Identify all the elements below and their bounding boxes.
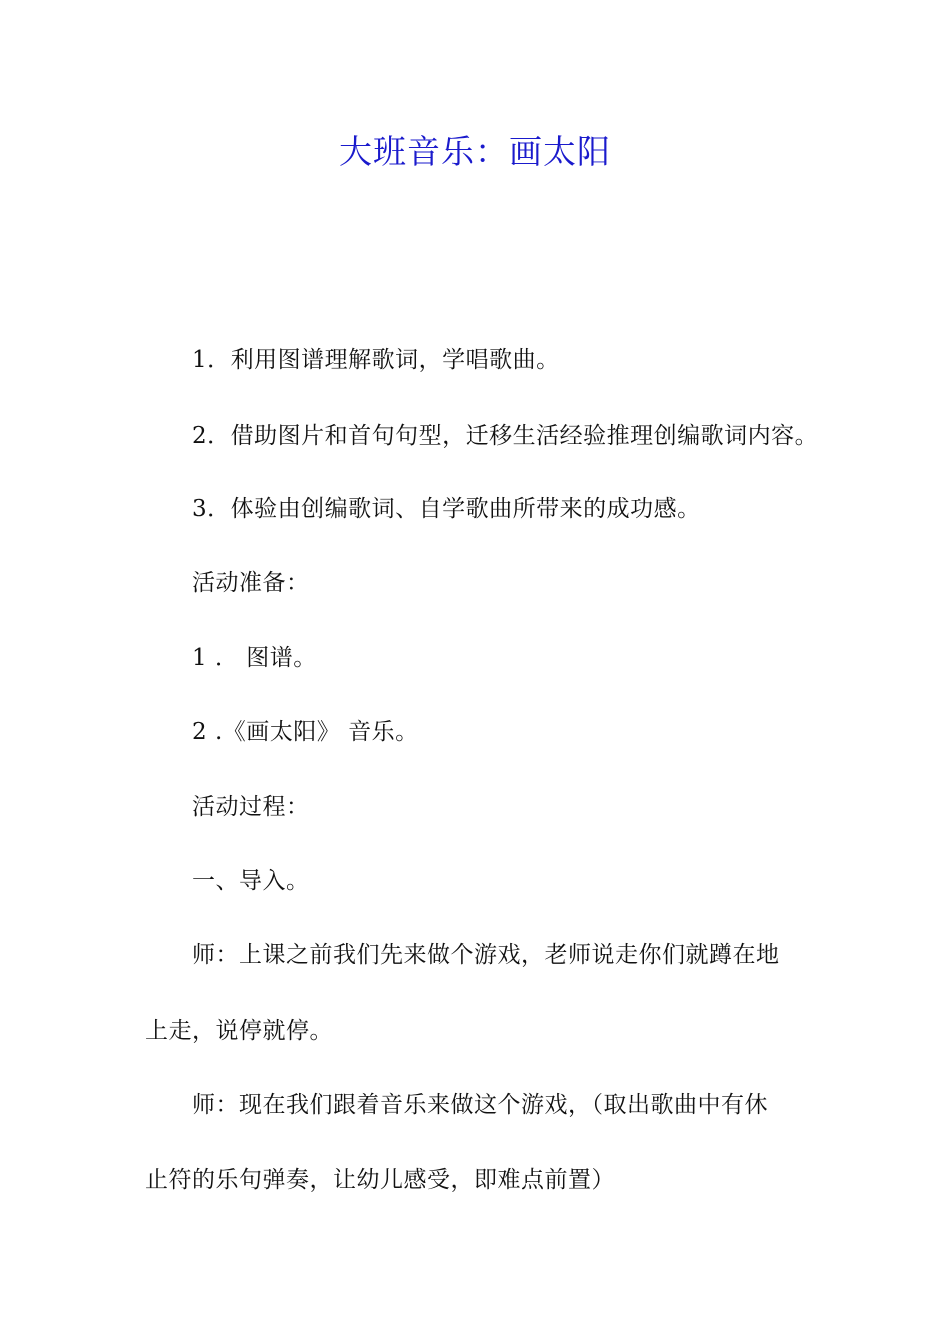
paragraph-line: 止符的乐句弹奏，让幼儿感受，即难点前置） [145,1167,615,1193]
process-step-heading: 一、导入。 [192,868,310,894]
section-heading-process: 活动过程： [192,794,310,820]
paragraph-line: 师：现在我们跟着音乐来做这个游戏，（取出歌曲中有休 [192,1092,768,1118]
preparation-line-1: 1 ． 图谱。 [192,645,317,671]
section-heading-preparation: 活动准备： [192,570,310,596]
objective-line-3: 3．体验由创编歌词、自学歌曲所带来的成功感。 [192,496,701,522]
paragraph-line: 上走，说停就停。 [145,1018,333,1044]
objective-line-1: 1．利用图谱理解歌词，学唱歌曲。 [192,347,560,373]
paragraph-line: 师：上课之前我们先来做个游戏，老师说走你们就蹲在地 [192,942,780,968]
document-title: 大班音乐：画太阳 [339,132,611,171]
preparation-line-2: 2 .《画太阳》 音乐。 [192,719,419,745]
objective-line-2: 2．借助图片和首句句型，迁移生活经验推理创编歌词内容。 [192,423,819,449]
